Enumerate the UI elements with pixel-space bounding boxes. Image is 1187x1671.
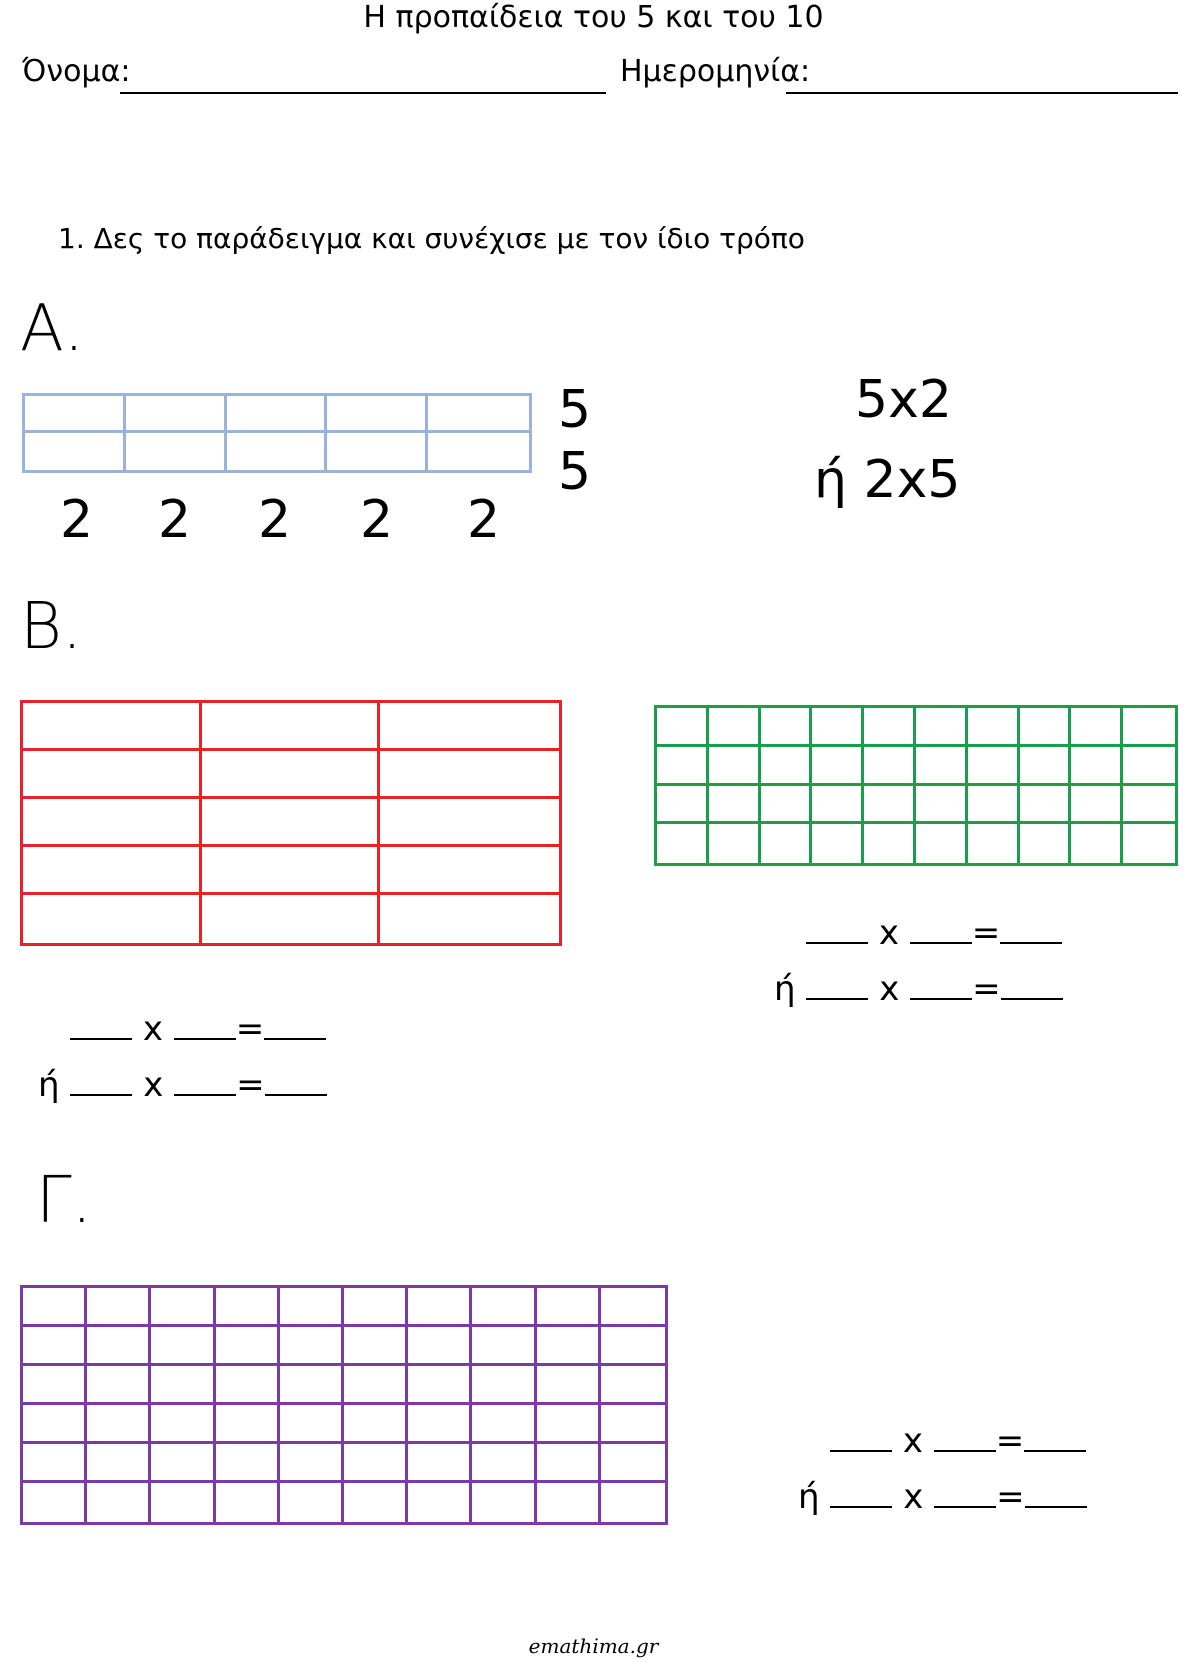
grid-cell bbox=[25, 433, 126, 470]
grid-cell bbox=[23, 799, 202, 847]
grid-cell bbox=[380, 751, 559, 799]
grid-cell bbox=[151, 1366, 215, 1405]
grid-cell bbox=[472, 1366, 536, 1405]
grid-cell bbox=[23, 751, 202, 799]
grid-cell bbox=[344, 1444, 408, 1483]
page-title: Η προπαίδεια του 5 και του 10 bbox=[363, 0, 824, 35]
grid-cell bbox=[344, 1483, 408, 1522]
grid-cell bbox=[280, 1405, 344, 1444]
grid-cell bbox=[537, 1366, 601, 1405]
grid-cell bbox=[344, 1327, 408, 1366]
grid-cell bbox=[1123, 824, 1175, 863]
grid-cell bbox=[812, 824, 864, 863]
grid-cell bbox=[151, 1483, 215, 1522]
green-grid bbox=[654, 705, 1178, 866]
purple-grid bbox=[20, 1285, 668, 1525]
answer-blank[interactable] bbox=[70, 1006, 132, 1040]
grid-cell bbox=[916, 747, 968, 786]
grid-cell bbox=[216, 1444, 280, 1483]
grid-cell bbox=[601, 1405, 665, 1444]
grid-cell bbox=[916, 786, 968, 825]
grid-cell bbox=[1020, 824, 1072, 863]
grid-cell bbox=[23, 895, 202, 943]
answer-blank[interactable] bbox=[830, 1418, 892, 1452]
grid-cell bbox=[864, 824, 916, 863]
grid-cell bbox=[1071, 786, 1123, 825]
grid-cell bbox=[1071, 824, 1123, 863]
grid-cell bbox=[601, 1366, 665, 1405]
grid-cell bbox=[428, 396, 529, 433]
grid-cell bbox=[408, 1483, 472, 1522]
grid-cell bbox=[151, 1444, 215, 1483]
grid-cell bbox=[709, 786, 761, 825]
section-a-grid bbox=[22, 393, 532, 473]
grid-cell bbox=[1020, 786, 1072, 825]
column-label-4: 2 bbox=[360, 490, 394, 550]
equation-purple-1: x = bbox=[830, 1418, 1086, 1461]
grid-cell bbox=[25, 396, 126, 433]
grid-cell bbox=[916, 708, 968, 747]
grid-cell bbox=[216, 1483, 280, 1522]
grid-cell bbox=[23, 1327, 87, 1366]
grid-cell bbox=[1123, 708, 1175, 747]
grid-cell bbox=[601, 1327, 665, 1366]
grid-cell bbox=[761, 786, 813, 825]
grid-cell bbox=[761, 747, 813, 786]
grid-cell bbox=[126, 396, 227, 433]
grid-cell bbox=[968, 708, 1020, 747]
grid-cell bbox=[428, 433, 529, 470]
answer-blank[interactable] bbox=[174, 1006, 236, 1040]
grid-cell bbox=[280, 1483, 344, 1522]
grid-cell bbox=[1020, 747, 1072, 786]
grid-cell bbox=[537, 1444, 601, 1483]
grid-cell bbox=[23, 1288, 87, 1327]
grid-cell bbox=[280, 1327, 344, 1366]
grid-cell bbox=[408, 1288, 472, 1327]
grid-cell bbox=[408, 1405, 472, 1444]
equation-green-1: x = bbox=[806, 910, 1062, 953]
equation-red-2: ή x = bbox=[38, 1062, 327, 1105]
grid-cell bbox=[657, 747, 709, 786]
example-product: 5x2 bbox=[855, 370, 952, 430]
grid-cell bbox=[202, 847, 381, 895]
grid-cell bbox=[657, 708, 709, 747]
answer-blank[interactable] bbox=[830, 1474, 892, 1508]
grid-cell bbox=[1071, 747, 1123, 786]
grid-cell bbox=[537, 1288, 601, 1327]
grid-cell bbox=[657, 824, 709, 863]
equation-red-1: x = bbox=[70, 1006, 326, 1049]
grid-cell bbox=[812, 708, 864, 747]
grid-cell bbox=[280, 1288, 344, 1327]
grid-cell bbox=[126, 433, 227, 470]
grid-cell bbox=[344, 1405, 408, 1444]
row-label-2: 5 bbox=[558, 442, 592, 502]
answer-blank[interactable] bbox=[265, 1062, 327, 1096]
grid-cell bbox=[23, 1366, 87, 1405]
grid-cell bbox=[709, 824, 761, 863]
grid-cell bbox=[280, 1366, 344, 1405]
grid-cell bbox=[601, 1444, 665, 1483]
grid-cell bbox=[380, 847, 559, 895]
answer-blank[interactable] bbox=[934, 1474, 996, 1508]
grid-cell bbox=[761, 824, 813, 863]
answer-blank[interactable] bbox=[1000, 910, 1062, 944]
answer-blank[interactable] bbox=[934, 1418, 996, 1452]
equation-purple-2: ή x = bbox=[798, 1474, 1087, 1517]
grid-cell bbox=[812, 786, 864, 825]
name-label: Όνομα: bbox=[22, 54, 131, 89]
grid-cell bbox=[1123, 786, 1175, 825]
grid-cell bbox=[87, 1483, 151, 1522]
grid-cell bbox=[87, 1405, 151, 1444]
column-label-1: 2 bbox=[60, 490, 94, 550]
grid-cell bbox=[380, 895, 559, 943]
grid-cell bbox=[344, 1288, 408, 1327]
grid-cell bbox=[344, 1366, 408, 1405]
grid-cell bbox=[1123, 747, 1175, 786]
row-label-1: 5 bbox=[558, 380, 592, 440]
grid-cell bbox=[202, 751, 381, 799]
grid-cell bbox=[408, 1327, 472, 1366]
grid-cell bbox=[916, 824, 968, 863]
grid-cell bbox=[202, 895, 381, 943]
grid-cell bbox=[537, 1483, 601, 1522]
equation-green-2: ή x = bbox=[774, 966, 1063, 1009]
grid-cell bbox=[227, 396, 328, 433]
section-a-letter: Α. bbox=[20, 292, 85, 366]
grid-cell bbox=[472, 1288, 536, 1327]
answer-blank[interactable] bbox=[910, 966, 972, 1000]
grid-cell bbox=[151, 1327, 215, 1366]
grid-cell bbox=[216, 1288, 280, 1327]
grid-cell bbox=[202, 799, 381, 847]
grid-cell bbox=[227, 433, 328, 470]
grid-cell bbox=[280, 1444, 344, 1483]
grid-cell bbox=[864, 747, 916, 786]
grid-cell bbox=[864, 786, 916, 825]
grid-cell bbox=[216, 1405, 280, 1444]
grid-cell bbox=[202, 703, 381, 751]
grid-cell bbox=[968, 824, 1020, 863]
grid-cell bbox=[23, 703, 202, 751]
date-label: Ημερομηνία: bbox=[620, 54, 811, 89]
column-label-2: 2 bbox=[158, 490, 192, 550]
grid-cell bbox=[1071, 708, 1123, 747]
grid-cell bbox=[472, 1327, 536, 1366]
answer-blank[interactable] bbox=[264, 1006, 326, 1040]
grid-cell bbox=[23, 1405, 87, 1444]
instruction-text: 1. Δες το παράδειγμα και συνέχισε με τον ίδιο τρόπο bbox=[58, 222, 805, 255]
grid-cell bbox=[380, 799, 559, 847]
grid-cell bbox=[216, 1327, 280, 1366]
grid-cell bbox=[23, 1444, 87, 1483]
grid-cell bbox=[657, 786, 709, 825]
grid-cell bbox=[968, 786, 1020, 825]
grid-cell bbox=[151, 1405, 215, 1444]
name-field[interactable] bbox=[120, 92, 606, 94]
grid-cell bbox=[709, 747, 761, 786]
grid-cell bbox=[472, 1405, 536, 1444]
grid-cell bbox=[87, 1444, 151, 1483]
footer-brand: emathima.gr bbox=[528, 1634, 659, 1658]
grid-cell bbox=[151, 1288, 215, 1327]
grid-cell bbox=[709, 708, 761, 747]
grid-cell bbox=[327, 396, 428, 433]
date-field[interactable] bbox=[786, 92, 1178, 94]
section-c-letter: Γ. bbox=[36, 1164, 92, 1238]
grid-cell bbox=[1020, 708, 1072, 747]
answer-blank[interactable] bbox=[70, 1062, 132, 1096]
column-label-3: 2 bbox=[258, 490, 292, 550]
answer-blank[interactable] bbox=[174, 1062, 236, 1096]
grid-cell bbox=[87, 1327, 151, 1366]
answer-blank[interactable] bbox=[1024, 1418, 1086, 1452]
grid-cell bbox=[761, 708, 813, 747]
red-grid bbox=[20, 700, 562, 946]
grid-cell bbox=[601, 1483, 665, 1522]
section-b-letter: Β. bbox=[20, 590, 83, 664]
grid-cell bbox=[23, 847, 202, 895]
grid-cell bbox=[87, 1366, 151, 1405]
answer-blank[interactable] bbox=[806, 910, 868, 944]
grid-cell bbox=[87, 1288, 151, 1327]
grid-cell bbox=[23, 1483, 87, 1522]
grid-cell bbox=[216, 1366, 280, 1405]
example-product-alt: ή 2x5 bbox=[814, 450, 961, 510]
answer-blank[interactable] bbox=[806, 966, 868, 1000]
grid-cell bbox=[537, 1405, 601, 1444]
answer-blank[interactable] bbox=[910, 910, 972, 944]
grid-cell bbox=[968, 747, 1020, 786]
grid-cell bbox=[537, 1327, 601, 1366]
answer-blank[interactable] bbox=[1001, 966, 1063, 1000]
grid-cell bbox=[601, 1288, 665, 1327]
grid-cell bbox=[327, 433, 428, 470]
column-label-5: 2 bbox=[467, 490, 501, 550]
grid-cell bbox=[380, 703, 559, 751]
grid-cell bbox=[472, 1444, 536, 1483]
grid-cell bbox=[812, 747, 864, 786]
grid-cell bbox=[408, 1366, 472, 1405]
grid-cell bbox=[864, 708, 916, 747]
grid-cell bbox=[472, 1483, 536, 1522]
answer-blank[interactable] bbox=[1025, 1474, 1087, 1508]
grid-cell bbox=[408, 1444, 472, 1483]
